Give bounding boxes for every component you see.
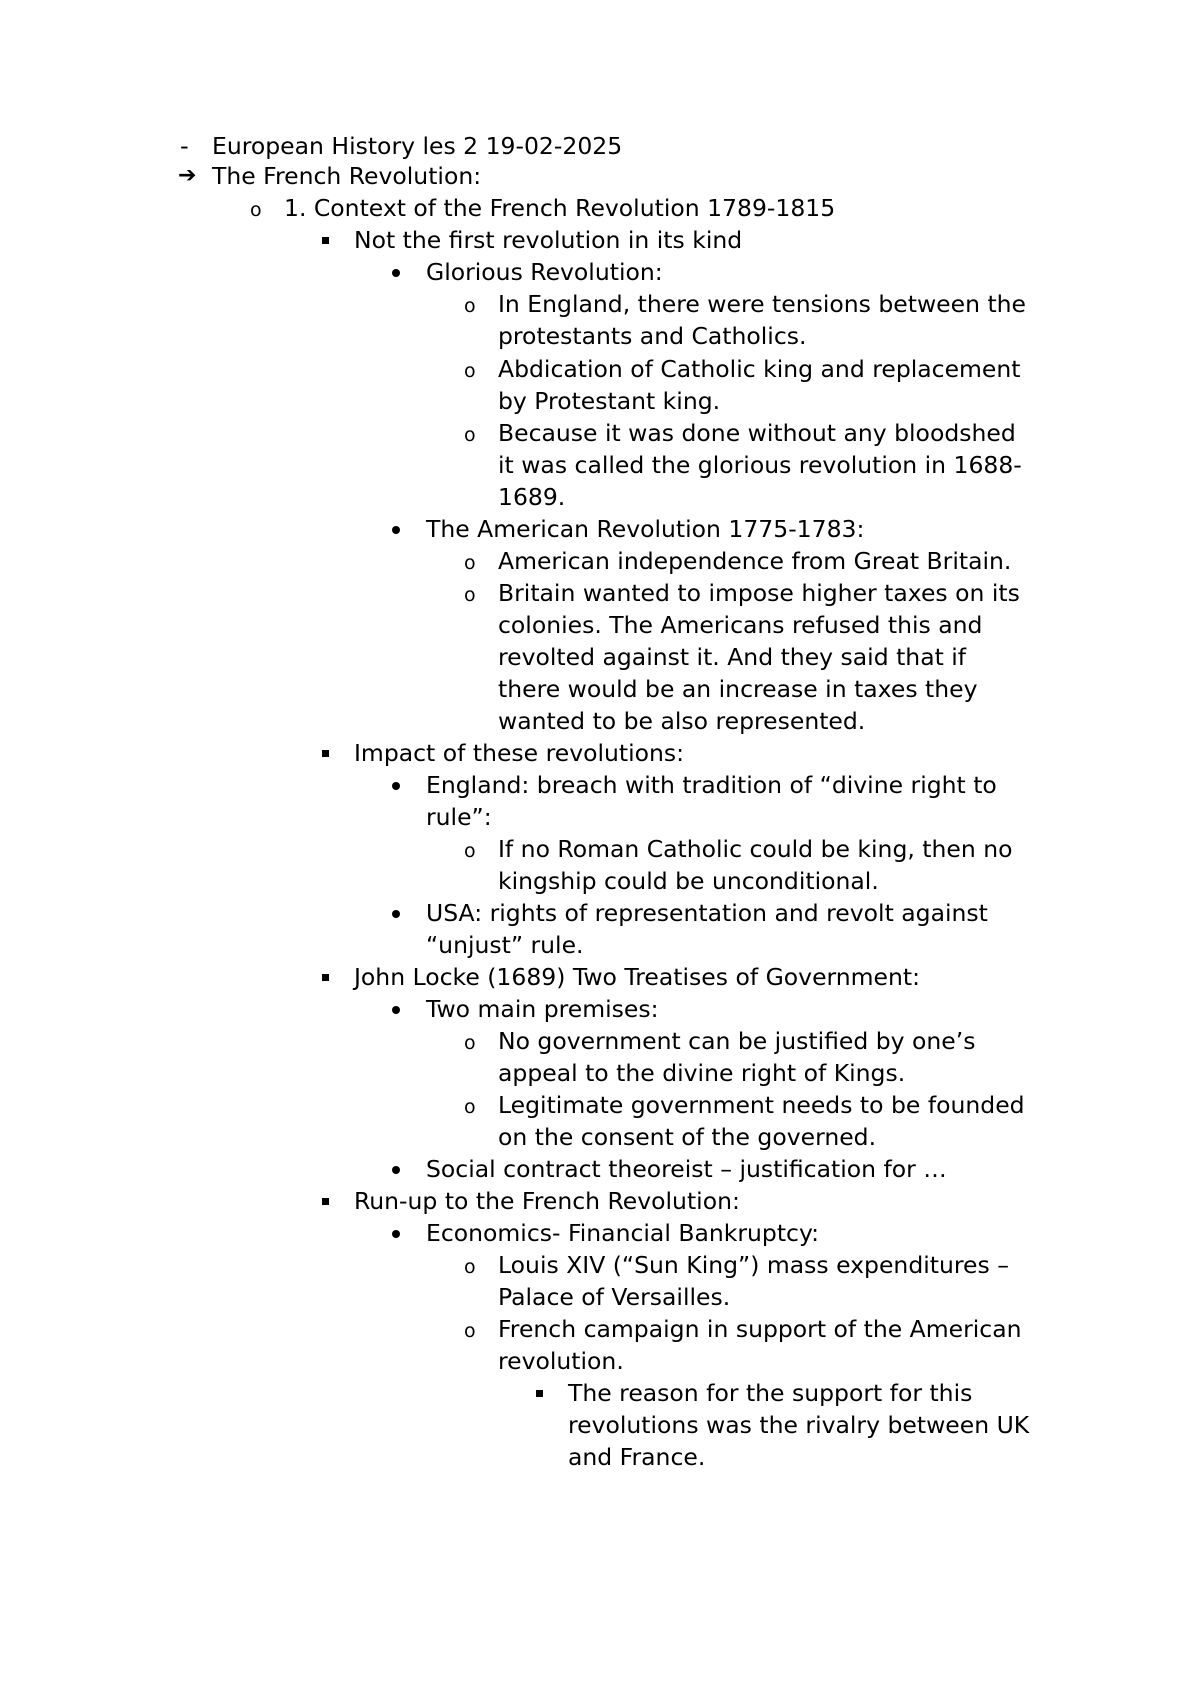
document-line: USA: rights of representation and revolt against [426, 899, 988, 927]
document-line: 1689. [498, 483, 566, 511]
document-line: No government can be justified by one’s [498, 1027, 976, 1055]
document-line: Because it was done without any bloodshed [498, 419, 1016, 447]
document-line: appeal to the divine right of Kings. [498, 1059, 906, 1087]
document-line: on the consent of the governed. [498, 1123, 877, 1151]
dot-bullet-icon [392, 269, 400, 277]
document-line: American independence from Great Britain. [498, 547, 1012, 575]
document-line: there would be an increase in taxes they [498, 675, 978, 703]
document-line: The reason for the support for this [568, 1379, 973, 1407]
document-line: If no Roman Catholic could be king, then no [498, 835, 1013, 863]
document-line: protestants and Catholics. [498, 322, 807, 350]
document-line: French campaign in support of the American [498, 1315, 1022, 1343]
square-bullet-icon [322, 1198, 329, 1205]
document-line: Run-up to the French Revolution: [354, 1187, 740, 1215]
dot-bullet-icon [392, 1166, 400, 1174]
document-line: In England, there were tensions between the [498, 290, 1027, 318]
circle-bullet-icon: o [464, 295, 476, 317]
document-line: John Locke (1689) Two Treatises of Government: [354, 963, 921, 991]
dot-bullet-icon [392, 782, 400, 790]
arrow-bullet-icon: ➔ [178, 163, 197, 188]
document-line: revolted against it. And they said that if [498, 643, 967, 671]
dash-bullet-icon: - [180, 132, 189, 160]
square-bullet-icon [322, 974, 329, 981]
square-bullet-icon [322, 750, 329, 757]
document-line: Abdication of Catholic king and replacement [498, 355, 1021, 383]
document-line: Glorious Revolution: [426, 258, 663, 286]
document-line: 1. Context of the French Revolution 1789-1815 [284, 194, 836, 222]
document-line: Social contract theoreist – justification for … [426, 1155, 947, 1183]
document-line: rule”: [426, 803, 492, 831]
document-line: it was called the glorious revolution in 1688- [498, 451, 1022, 479]
document-line: European History les 2 19-02-2025 [212, 132, 623, 160]
circle-bullet-icon: o [464, 584, 476, 606]
document-line: and France. [568, 1443, 706, 1471]
document-line: revolution. [498, 1347, 624, 1375]
circle-bullet-icon: o [464, 424, 476, 446]
document-line: The American Revolution 1775-1783: [426, 515, 865, 543]
document-line: wanted to be also represented. [498, 707, 866, 735]
document-line: Impact of these revolutions: [354, 739, 685, 767]
document-line: by Protestant king. [498, 387, 721, 415]
dot-bullet-icon [392, 910, 400, 918]
circle-bullet-icon: o [464, 360, 476, 382]
circle-bullet-icon: o [464, 1256, 476, 1278]
circle-bullet-icon: o [464, 840, 476, 862]
document-line: Palace of Versailles. [498, 1283, 731, 1311]
document-line: Two main premises: [426, 995, 659, 1023]
document-line: kingship could be unconditional. [498, 867, 879, 895]
document-line: The French Revolution: [212, 162, 482, 190]
dot-bullet-icon [392, 526, 400, 534]
square-bullet-icon [536, 1390, 543, 1397]
dot-bullet-icon [392, 1230, 400, 1238]
document-line: “unjust” rule. [426, 931, 584, 959]
document-line: Britain wanted to impose higher taxes on its [498, 579, 1020, 607]
circle-bullet-icon: o [464, 1320, 476, 1342]
document-line: Louis XIV (“Sun King”) mass expenditures – [498, 1251, 1009, 1279]
circle-bullet-icon: o [464, 1032, 476, 1054]
document-line: Economics- Financial Bankruptcy: [426, 1219, 820, 1247]
document-line: England: breach with tradition of “divine right to [426, 771, 997, 799]
document-line: Not the first revolution in its kind [354, 226, 743, 254]
circle-bullet-icon: o [250, 199, 262, 221]
document-line: Legitimate government needs to be founded [498, 1091, 1025, 1119]
circle-bullet-icon: o [464, 1096, 476, 1118]
document-line: revolutions was the rivalry between UK [568, 1411, 1030, 1439]
circle-bullet-icon: o [464, 552, 476, 574]
square-bullet-icon [322, 237, 329, 244]
dot-bullet-icon [392, 1006, 400, 1014]
document-line: colonies. The Americans refused this and [498, 611, 983, 639]
